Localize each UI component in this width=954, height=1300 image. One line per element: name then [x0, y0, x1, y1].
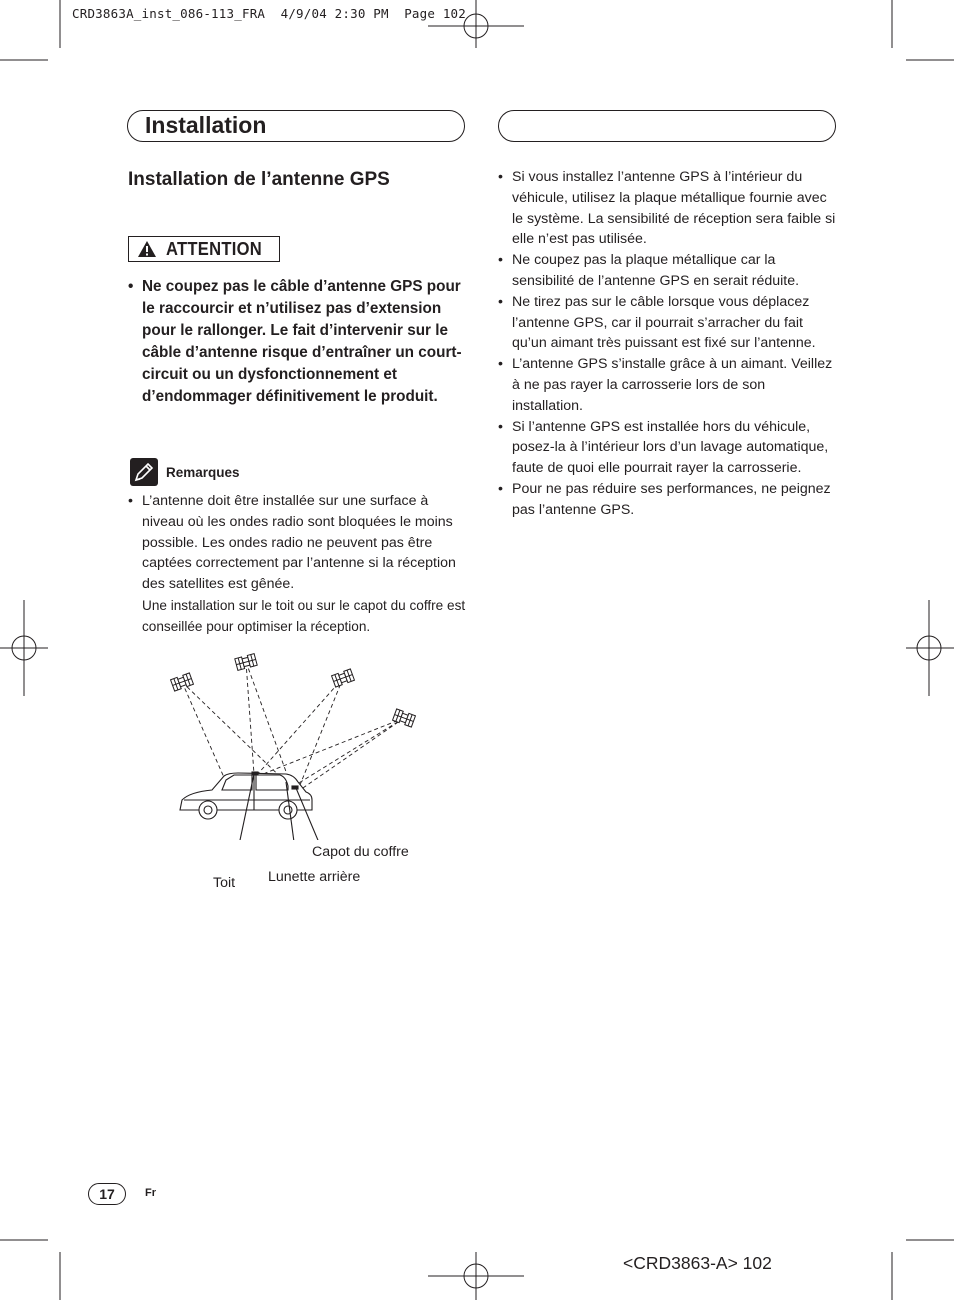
list-item: [498, 292, 838, 354]
list-item: [498, 167, 838, 250]
label-rear-window: Lunette arrière: [268, 869, 361, 885]
note-text: Ne coupez pas la plaque métallique car la sensibilité de l’antenne GPS en serait réduite.: [512, 252, 800, 289]
page-number: 17: [88, 1183, 126, 1205]
section-header-title: Installation: [145, 112, 267, 138]
note-text: Si l’antenne GPS est installée hors du véhicule, posez-la à l’intérieur lors d’un lavage automatique, faute de quoi elle pourrait rayer la carrosserie.: [512, 418, 829, 477]
label-roof: Toit: [213, 875, 236, 891]
right-notes-list: [498, 167, 838, 521]
list-item: [498, 354, 838, 416]
page-title: Installation de l’antenne GPS: [128, 169, 390, 190]
language-code: Fr: [145, 1187, 156, 1199]
list-item: [128, 491, 468, 637]
bullet: •: [498, 252, 503, 269]
car-satellite-diagram: [168, 640, 458, 840]
bullet: •: [498, 480, 503, 497]
note-text: Si vous installez l’antenne GPS à l’intérieur du véhicule, utilisez la plaque métallique fournie avec le système. La sensibilité de réception sera faible si elle n’est pas utilisée.: [512, 169, 836, 248]
remark-text: L’antenne doit être installée sur une surface à niveau où les ondes radio sont bloquées le moins possible. Les ondes radio ne peuvent pas être captées correctement par l’antenne si la réception des satellites est gênée.: [142, 493, 456, 593]
bullet: •: [498, 356, 503, 373]
note-text: Pour ne pas réduire ses performances, ne peignez pas l’antenne GPS.: [512, 480, 831, 518]
bullet: •: [128, 493, 133, 509]
document-code: <CRD3863-A> 102: [623, 1253, 772, 1273]
bullet: •: [498, 169, 503, 185]
note-text: L’antenne GPS s’installe grâce à un aimant. Veillez à ne pas rayer la carrosserie lors de son installation.: [512, 356, 833, 414]
list-item: [498, 479, 838, 521]
attention-warning: [128, 276, 468, 408]
right-header-box: [498, 110, 836, 142]
bullet: •: [498, 418, 503, 435]
remarks-label: Remarques: [166, 464, 240, 480]
remarks-heading: [130, 458, 240, 486]
remark-sub-note: Une installation sur le toit ou sur le capot du coffre est conseillée pour optimiser la réception.: [142, 597, 466, 634]
list-item: [498, 417, 838, 479]
attention-warning-text: Ne coupez pas le câble d’antenne GPS pour le raccourcir et n’utilisez pas d’extension pour le rallonger. Le fait d’intervenir sur le câble d’antenne risque d’entraîner un court-circuit ou un dysfonctionnement et d’endommager définitivement le produit.: [142, 278, 462, 405]
warning-triangle-icon: [137, 240, 157, 258]
attention-box: [128, 236, 280, 262]
bullet: •: [498, 293, 503, 310]
print-slug: CRD3863A_inst_086-113_FRA 4/9/04 2:30 PM Page 102: [72, 6, 467, 21]
antenna-placement-figure: [168, 640, 458, 845]
remarks-list: [128, 491, 468, 637]
attention-label: ATTENTION: [166, 238, 263, 259]
list-item: [498, 250, 838, 292]
note-text: Ne tirez pas sur le câble lorsque vous déplacez l’antenne GPS, car il pourrait s’arracher du fait qu’un aimant très puissant est fixé sur l’antenne.: [512, 293, 816, 352]
bullet: •: [128, 278, 134, 295]
label-trunk: Capot du coffre: [312, 844, 409, 860]
pencil-note-icon: [130, 458, 158, 486]
